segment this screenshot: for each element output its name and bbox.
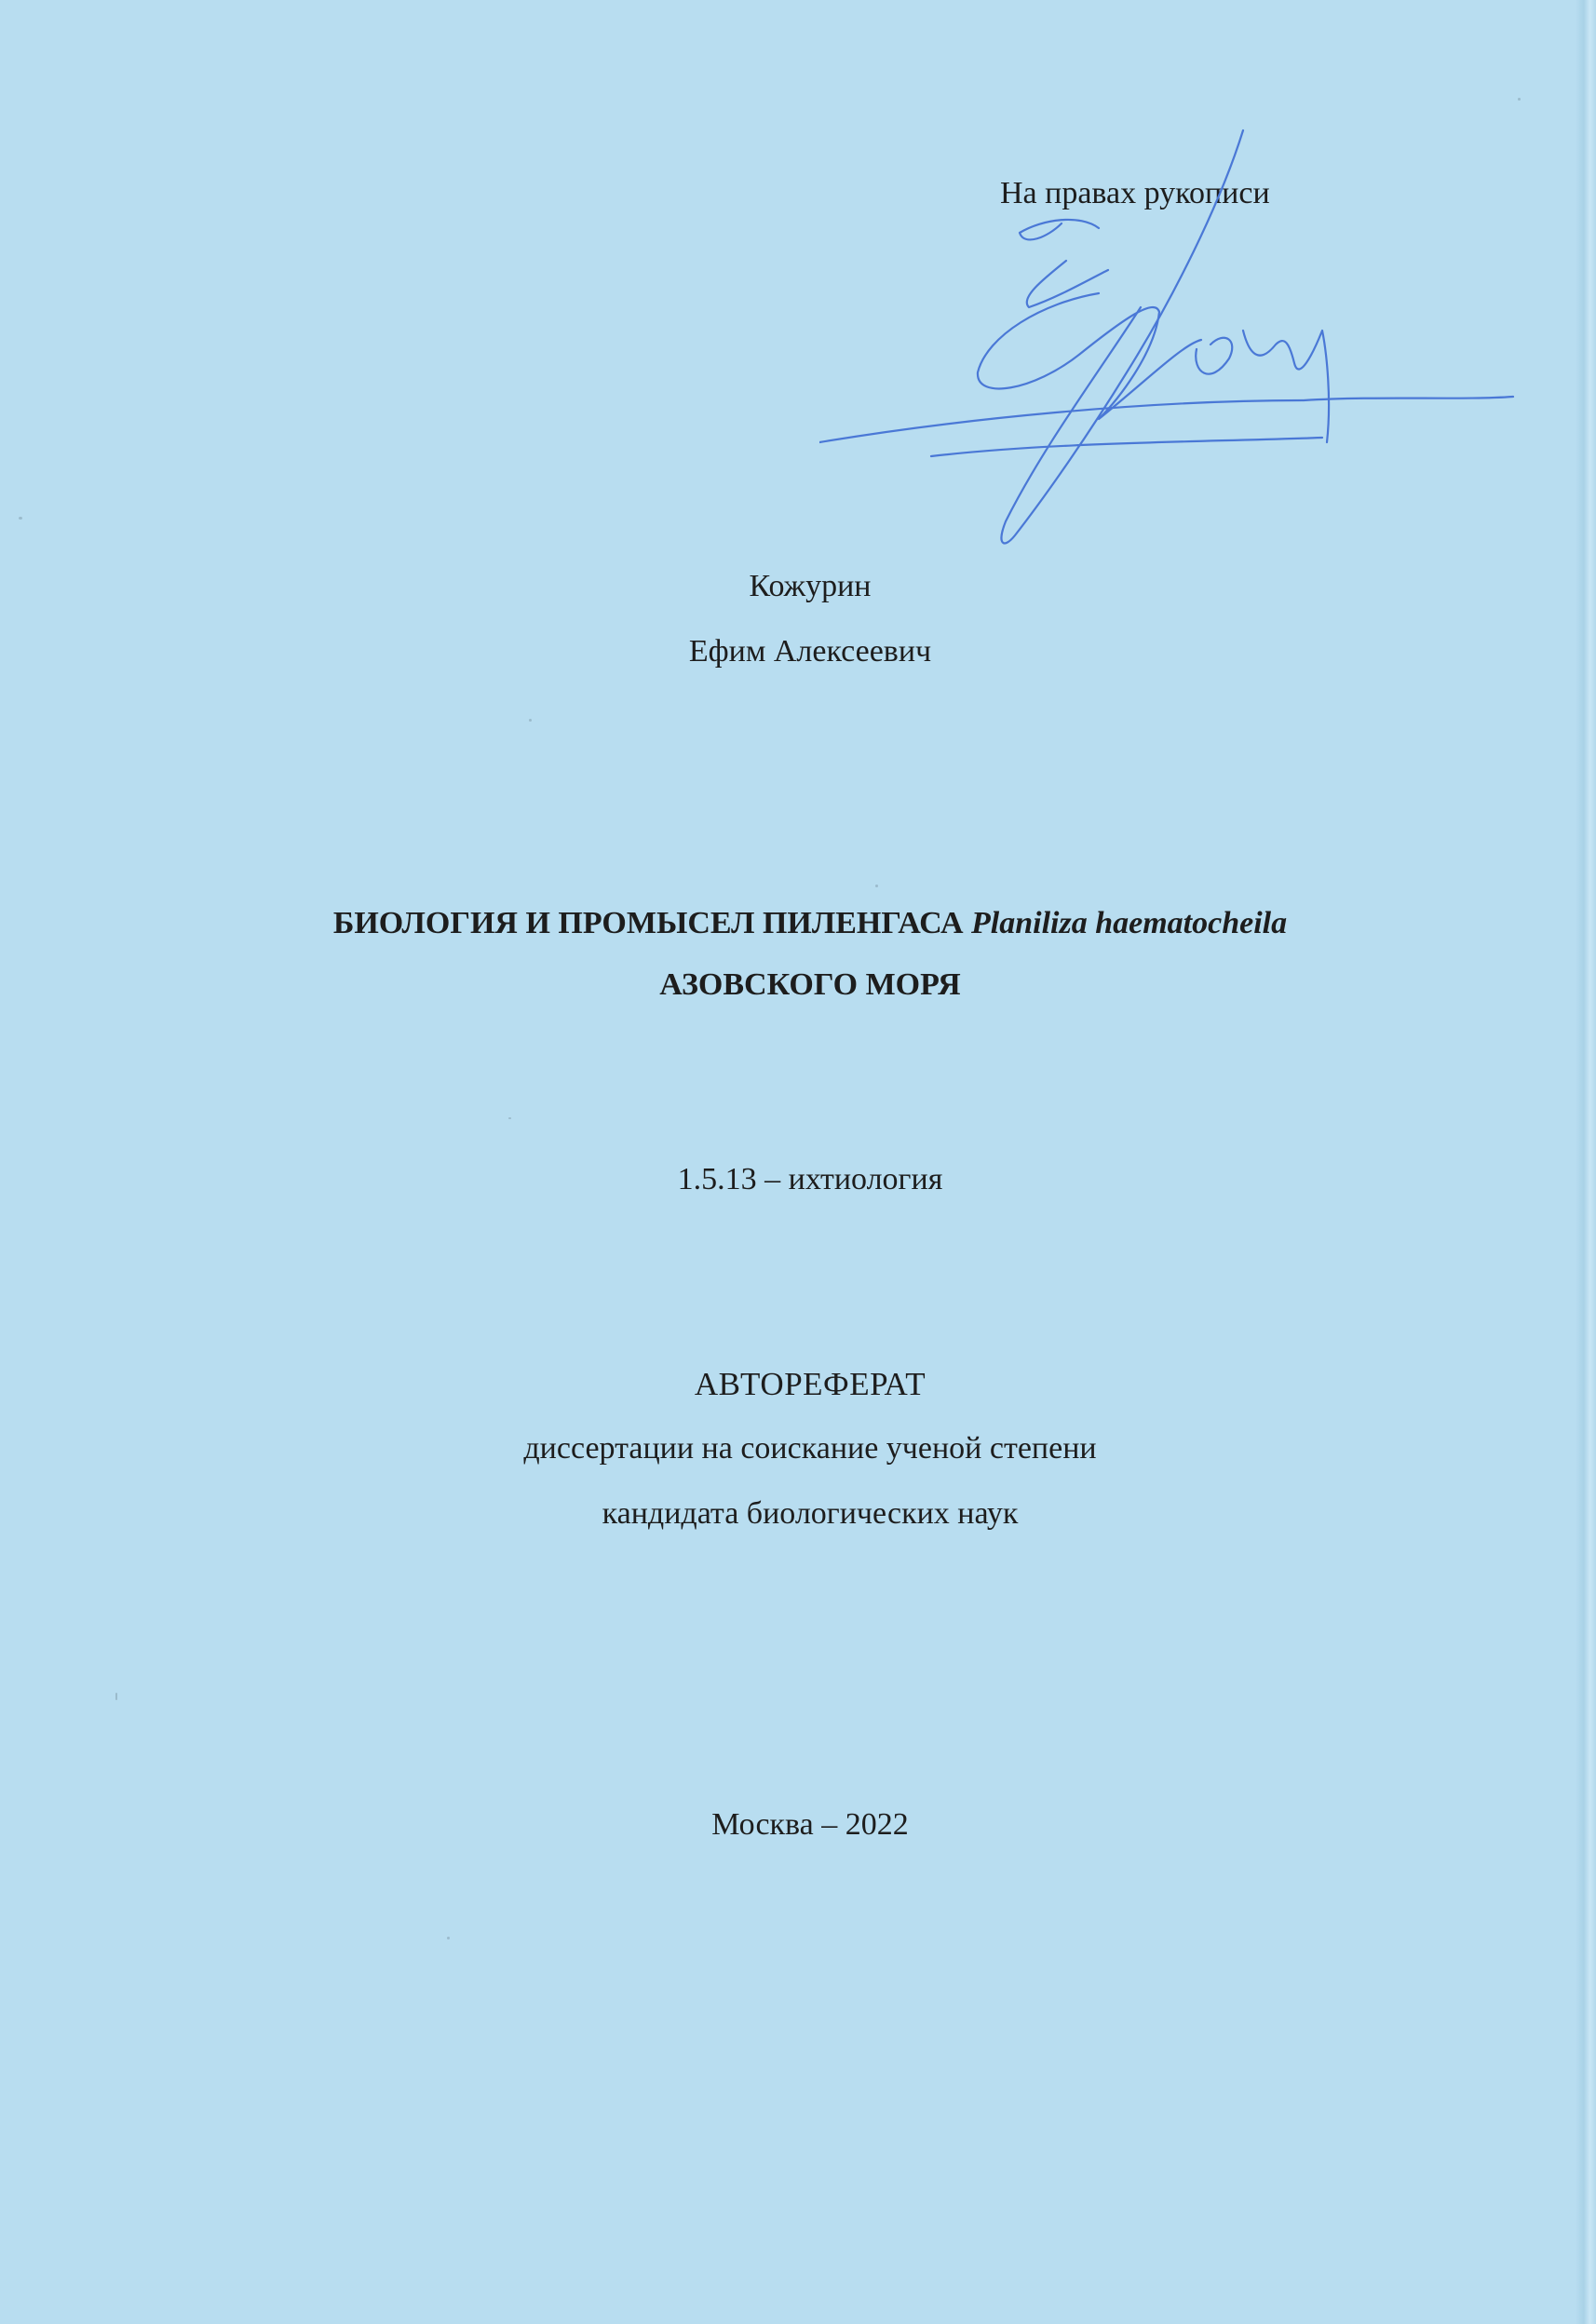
document-purpose-line-1: диссертации на соискание ученой степени (523, 1431, 1097, 1466)
document-type: АВТОРЕФЕРАТ (694, 1366, 926, 1402)
specialty-code: 1.5.13 – ихтиология (677, 1162, 943, 1196)
document-purpose-line-2: кандидата биологических наук (602, 1496, 1019, 1531)
paper-speck (1518, 98, 1521, 101)
paper-speck (875, 885, 878, 887)
paper-speck (447, 1937, 450, 1939)
signature-stroke (1196, 338, 1232, 374)
signature-stroke (1243, 331, 1329, 442)
signature-stroke (931, 438, 1322, 456)
signature-stroke (819, 397, 1513, 442)
dissertation-title-line-1 (0, 905, 1596, 942)
paper-speck (19, 517, 22, 520)
author-surname: Кожурин (749, 569, 872, 603)
title-main-text: БИОЛОГИЯ И ПРОМЫСЕЛ ПИЛЕНГАСА (332, 906, 964, 940)
signature-stroke (1001, 130, 1243, 543)
paper-speck (508, 1117, 511, 1119)
author-signature (819, 121, 1527, 587)
title-species-name: Planiliza haematocheila (971, 906, 1288, 940)
dissertation-title-line-2: АЗОВСКОГО МОРЯ (659, 967, 961, 1002)
signature-stroke (1020, 220, 1099, 239)
manuscript-note: На правах рукописи (1000, 176, 1270, 210)
city-year: Москва – 2022 (711, 1807, 909, 1842)
signature-stroke (978, 293, 1201, 419)
paper-speck (115, 1693, 117, 1700)
author-given-names: Ефим Алексеевич (688, 634, 932, 669)
paper-speck (529, 719, 532, 722)
